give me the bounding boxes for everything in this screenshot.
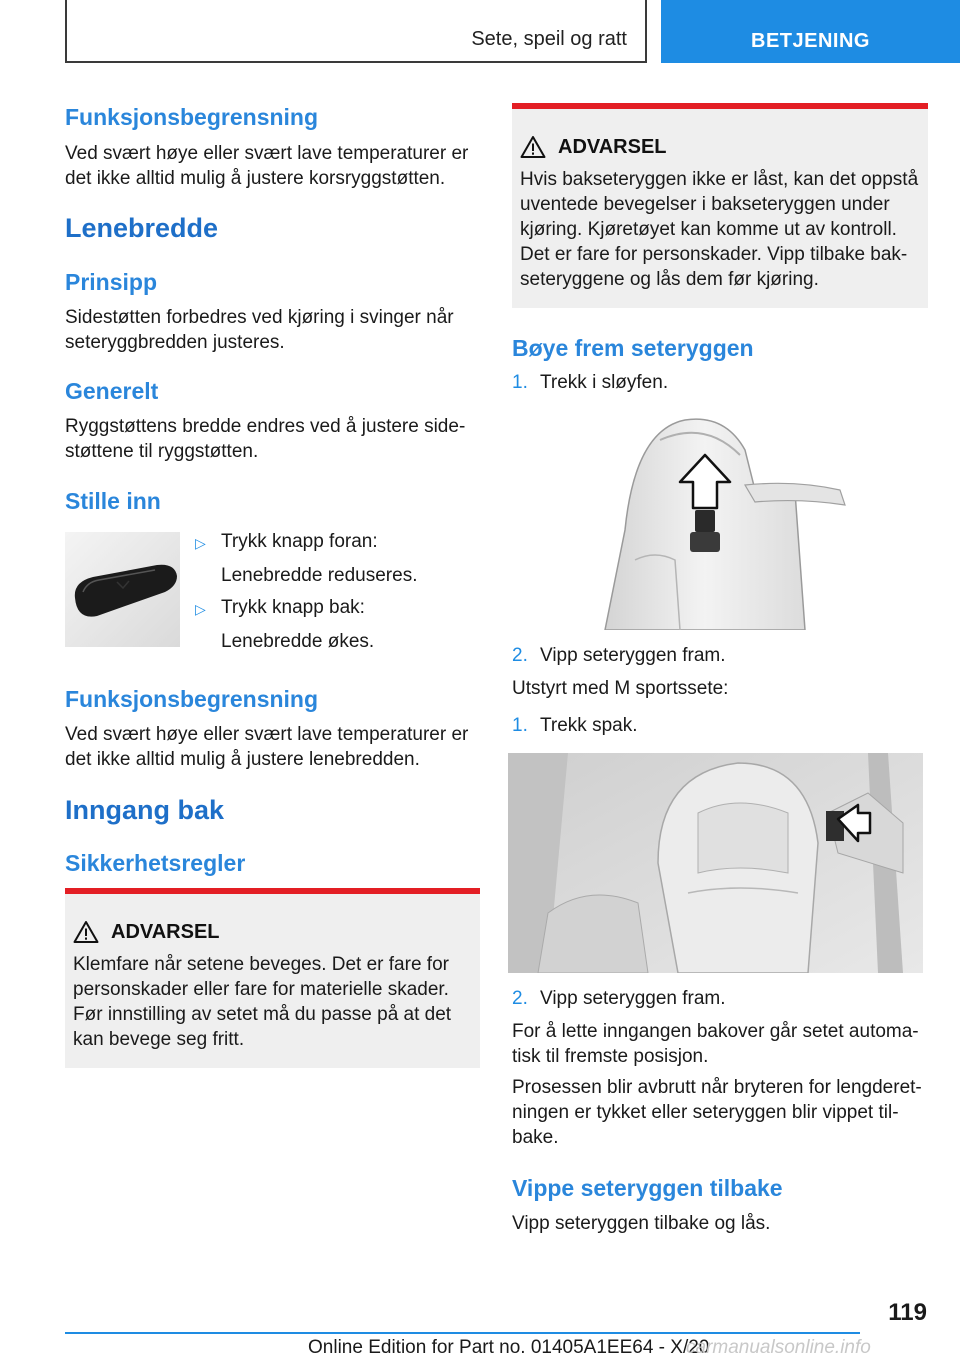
heading-inngang-bak: Inngang bak <box>65 795 225 825</box>
step-number: 2. <box>512 645 528 666</box>
warning-title-text: ADVARSEL <box>111 920 220 943</box>
step-1 <box>512 370 668 395</box>
heading-boye-frem: Bøye frem seteryggen <box>512 335 754 361</box>
list-item <box>195 529 480 556</box>
list-item-text: Trykk knapp bak: <box>221 597 365 618</box>
heading-lenebredde: Lenebredde <box>65 213 219 243</box>
text-line: Hvis bakseteryggen ikke er låst, kan det oppstå <box>520 169 919 190</box>
warning-triangle-icon <box>520 135 546 159</box>
heading-prinsipp: Prinsipp <box>65 269 158 295</box>
seat-backrest-icon <box>565 410 870 630</box>
step-4 <box>512 986 726 1011</box>
step-number: 2. <box>512 988 528 1009</box>
header-frame <box>65 0 647 63</box>
warning-box-left <box>65 888 480 1068</box>
triangle-bullet-icon: ▷ <box>195 601 206 617</box>
heading-funksjonsbegrensning-2: Funksjonsbegrensning <box>65 686 319 712</box>
warning-triangle-icon <box>73 920 99 944</box>
sport-seat-image <box>508 753 923 973</box>
paragraph-limitation-2 <box>65 722 480 772</box>
width-button-image <box>65 532 180 647</box>
text-line: Sidestøtten forbedres ved kjøring i svinger når <box>65 307 454 328</box>
text-line: bake. <box>512 1127 559 1148</box>
paragraph-entry-aid <box>512 1019 928 1069</box>
footer-edition: Online Edition for Part no. 01405A1EE64 - X/20 <box>308 1337 710 1358</box>
warning-title <box>520 135 920 159</box>
warning-text <box>520 167 920 292</box>
text-line: kan bevege seg fritt. <box>73 1029 245 1050</box>
step-3 <box>512 713 638 738</box>
step-text: Trekk spak. <box>540 715 638 736</box>
text-line: seteryggene og lås dem før kjøring. <box>520 269 819 290</box>
sport-seat-icon <box>508 753 923 973</box>
text-line: det ikke alltid mulig å justere korsryggstøtten. <box>65 168 446 189</box>
header-chapter-tab[interactable]: BETJENING <box>661 0 960 63</box>
text-line: Ryggstøttens bredde endres ved å justere side‐ <box>65 416 466 437</box>
text-line: uventede bevegelser i bakseteryggen under <box>520 194 890 215</box>
step-text: Trekk i sløyfen. <box>540 372 669 393</box>
text-line: kjøring. Kjøretøyet kan komme ut av kontroll. <box>520 219 897 240</box>
text-line: det ikke alltid mulig å justere lenebredden. <box>65 749 420 770</box>
paragraph-principle <box>65 305 480 355</box>
list-item <box>195 595 480 622</box>
paragraph-tilt-back: Vipp seteryggen tilbake og lås. <box>512 1213 771 1234</box>
header-section-title: Sete, speil og ratt <box>471 28 627 50</box>
heading-sikkerhetsregler: Sikkerhetsregler <box>65 850 246 876</box>
equipment-note: Utstyrt med M sportssete: <box>512 678 729 699</box>
heading-vippe-tilbake: Vippe seteryggen tilbake <box>512 1175 783 1201</box>
warning-title <box>73 920 472 944</box>
step-text: Vipp seteryggen fram. <box>540 645 726 666</box>
paragraph-limitation-1 <box>65 141 480 191</box>
warning-box-right <box>512 103 928 308</box>
text-line: Før innstilling av setet må du passe på at det <box>73 1004 452 1025</box>
page-number: 119 <box>888 1299 927 1326</box>
heading-generelt: Generelt <box>65 378 159 404</box>
footer-rule <box>65 1332 860 1334</box>
text-line: personskader eller fare for materielle skader. <box>73 979 449 1000</box>
triangle-bullet-icon: ▷ <box>195 535 206 551</box>
adjust-list <box>195 529 480 654</box>
list-item-text: Trykk knapp foran: <box>221 531 378 552</box>
list-item-sub: Lenebredde økes. <box>221 631 375 652</box>
text-line: Ved svært høye eller svært lave temperaturer er <box>65 143 469 164</box>
text-line: Klemfare når setene beveges. Det er fare for <box>73 954 449 975</box>
seat-width-button-icon <box>65 532 180 647</box>
warning-text <box>73 952 472 1052</box>
step-2 <box>512 643 726 668</box>
text-line: Ved svært høye eller svært lave temperaturer er <box>65 724 469 745</box>
step-text: Vipp seteryggen fram. <box>540 988 726 1009</box>
warning-title-text: ADVARSEL <box>558 135 667 158</box>
watermark: carmanualsonline.info <box>686 1337 871 1358</box>
text-line: ningen er tykket eller seteryggen blir vippet til‐ <box>512 1102 899 1123</box>
step-number: 1. <box>512 715 528 736</box>
list-item-sub: Lenebredde reduseres. <box>221 565 418 586</box>
seat-loop-image <box>565 410 870 630</box>
text-line: Prosessen blir avbrutt når bryteren for lengderet‐ <box>512 1077 922 1098</box>
text-line: Det er fare for personskader. Vipp tilbake bak‐ <box>520 244 908 265</box>
heading-funksjonsbegrensning-1: Funksjonsbegrensning <box>65 104 319 130</box>
text-line: støttene til ryggstøtten. <box>65 441 259 462</box>
heading-stille-inn: Stille inn <box>65 488 161 514</box>
paragraph-general <box>65 414 480 464</box>
step-number: 1. <box>512 372 528 393</box>
text-line: For å lette inngangen bakover går setet automa‐ <box>512 1021 919 1042</box>
text-line: seteryggbredden justeres. <box>65 332 285 353</box>
text-line: tisk til fremste posisjon. <box>512 1046 709 1067</box>
paragraph-process <box>512 1075 928 1150</box>
